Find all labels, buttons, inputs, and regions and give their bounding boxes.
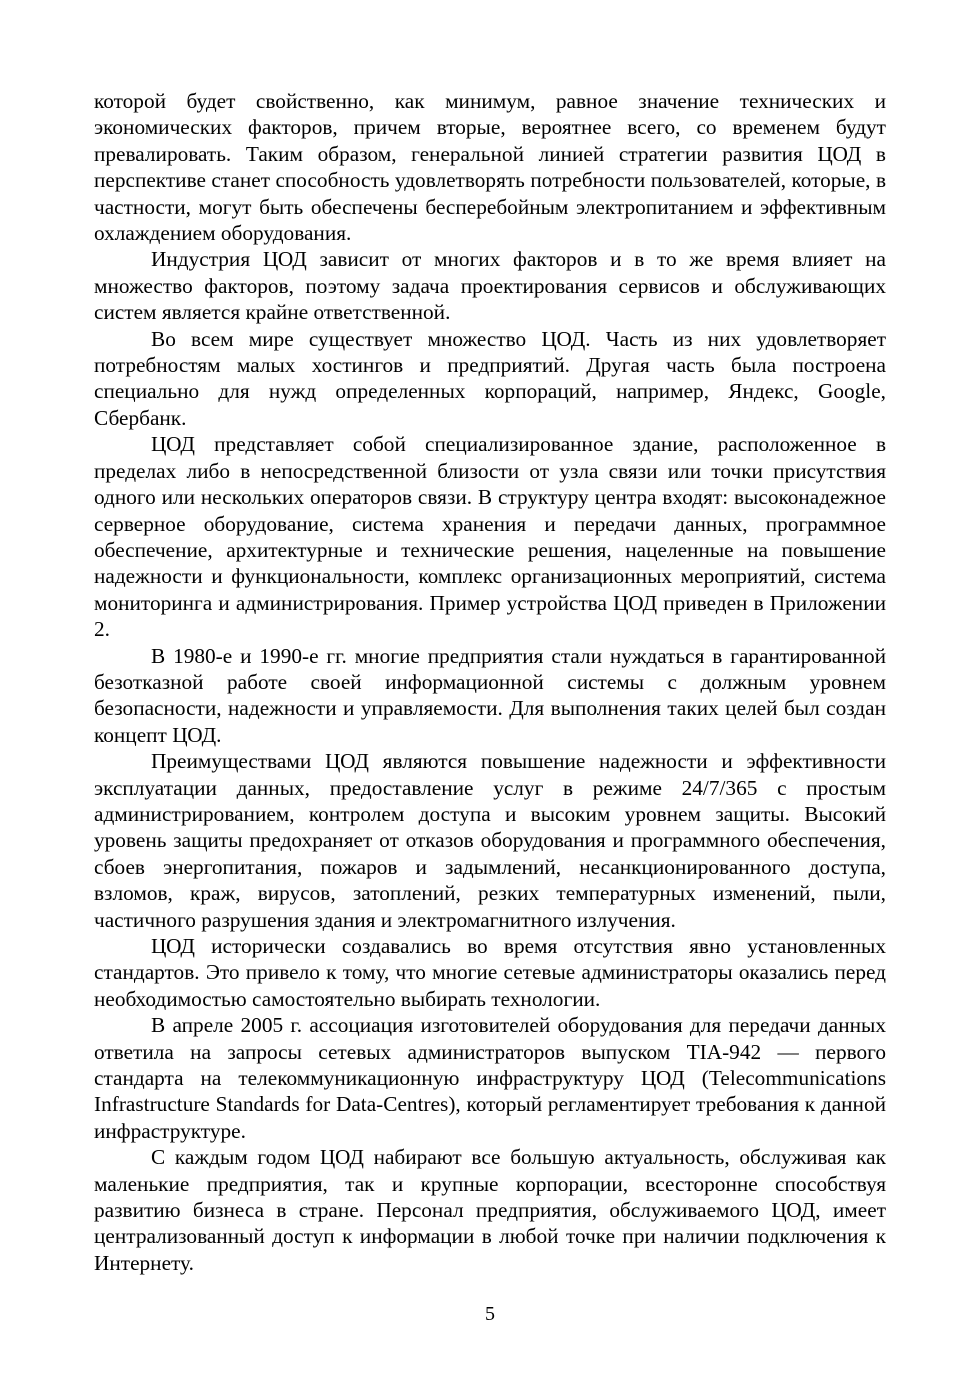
paragraph-1: которой будет свойственно, как минимум, равное значение технических и экономических факторов, причем вторые, вероятнее всего, со временем будут превалировать. Таким образом, генеральной линией стратегии развития ЦОД в перспективе станет способность удовлетворять потребности пользователей, которые, в частности, могут быть обеспечены бесперебойным электропитанием и эффективным охлаждением оборудования.	[94, 89, 886, 246]
paragraph-2: Индустрия ЦОД зависит от многих факторов и в то же время влияет на множество факторов, поэтому задача проектирования сервисов и обслуживающих систем является крайне ответственной.	[94, 247, 886, 325]
paragraph-3: Во всем мире существует множество ЦОД. Часть из них удовлетворяет потребностям малых хостингов и предприятий. Другая часть была построена специально для нужд определенных корпораций, например, Яндекс, Google, Сбербанк.	[94, 326, 886, 430]
paragraph-7: ЦОД исторически создавались во время отсутствия явно установленных стандартов. Это привело к тому, что многие сетевые администраторы оказались перед необходимостью самостоятельно выбирать технологии.	[94, 934, 886, 1011]
paragraph-4: ЦОД представляет собой специализированное здание, расположенное в пределах либо в непосредственной близости от узла связи или точки присутствия одного или нескольких операторов связи. В структуру центра входят: высоконадежное серверное оборудование, система хранения и передачи данных, программное обеспечение, архитектурные и технические решения, нацеленные на повышение надежности и функциональности, комплекс организационных мероприятий, система мониторинга и администрирования. Пример устройства ЦОД приведен в Приложении 2.	[94, 432, 886, 642]
paragraph-8: В апреле 2005 г. ассоциация изготовителей оборудования для передачи данных ответила на запросы сетевых администраторов выпуском TIA-942 — первого стандарта на телекоммуникационную инфраструктуру ЦОД (Telecommunications Infrastructure Standards for Data-Centres), который регламентирует требования к данной инфраструктуре.	[94, 1013, 886, 1143]
paragraph-6: Преимуществами ЦОД являются повышение надежности и эффективности эксплуатации данных, предоставление услуг в режиме 24/7/365 с простым администрированием, контролем доступа и высоким уровнем защиты. Высокий уровень защиты предохраняет от отказов оборудования и программного обеспечения, сбоев энергопитания, пожаров и задымлений, несанкционированного доступа, взломов, краж, вирусов, затоплений, резких температурных изменений, пыли, частичного разрушения здания и электромагнитного излучения.	[94, 749, 886, 932]
page-number: 5	[485, 1303, 495, 1325]
paragraph-9: С каждым годом ЦОД набирают все большую актуальность, обслуживая как маленькие предприятия, так и крупные корпорации, всесторонне способствуя развитию бизнеса в стране. Персонал предприятия, обслуживаемого ЦОД, имеет централизованный доступ к информации в любой точке при наличии подключения к Интернету.	[94, 1145, 886, 1275]
body-text	[94, 88, 886, 1276]
paragraph-5: В 1980-е и 1990-е гг. многие предприятия стали нуждаться в гарантированной безотказной работе своей информационной системы с должным уровнем безопасности, надежности и управляемости. Для выполнения таких целей был создан концепт ЦОД.	[94, 643, 886, 747]
